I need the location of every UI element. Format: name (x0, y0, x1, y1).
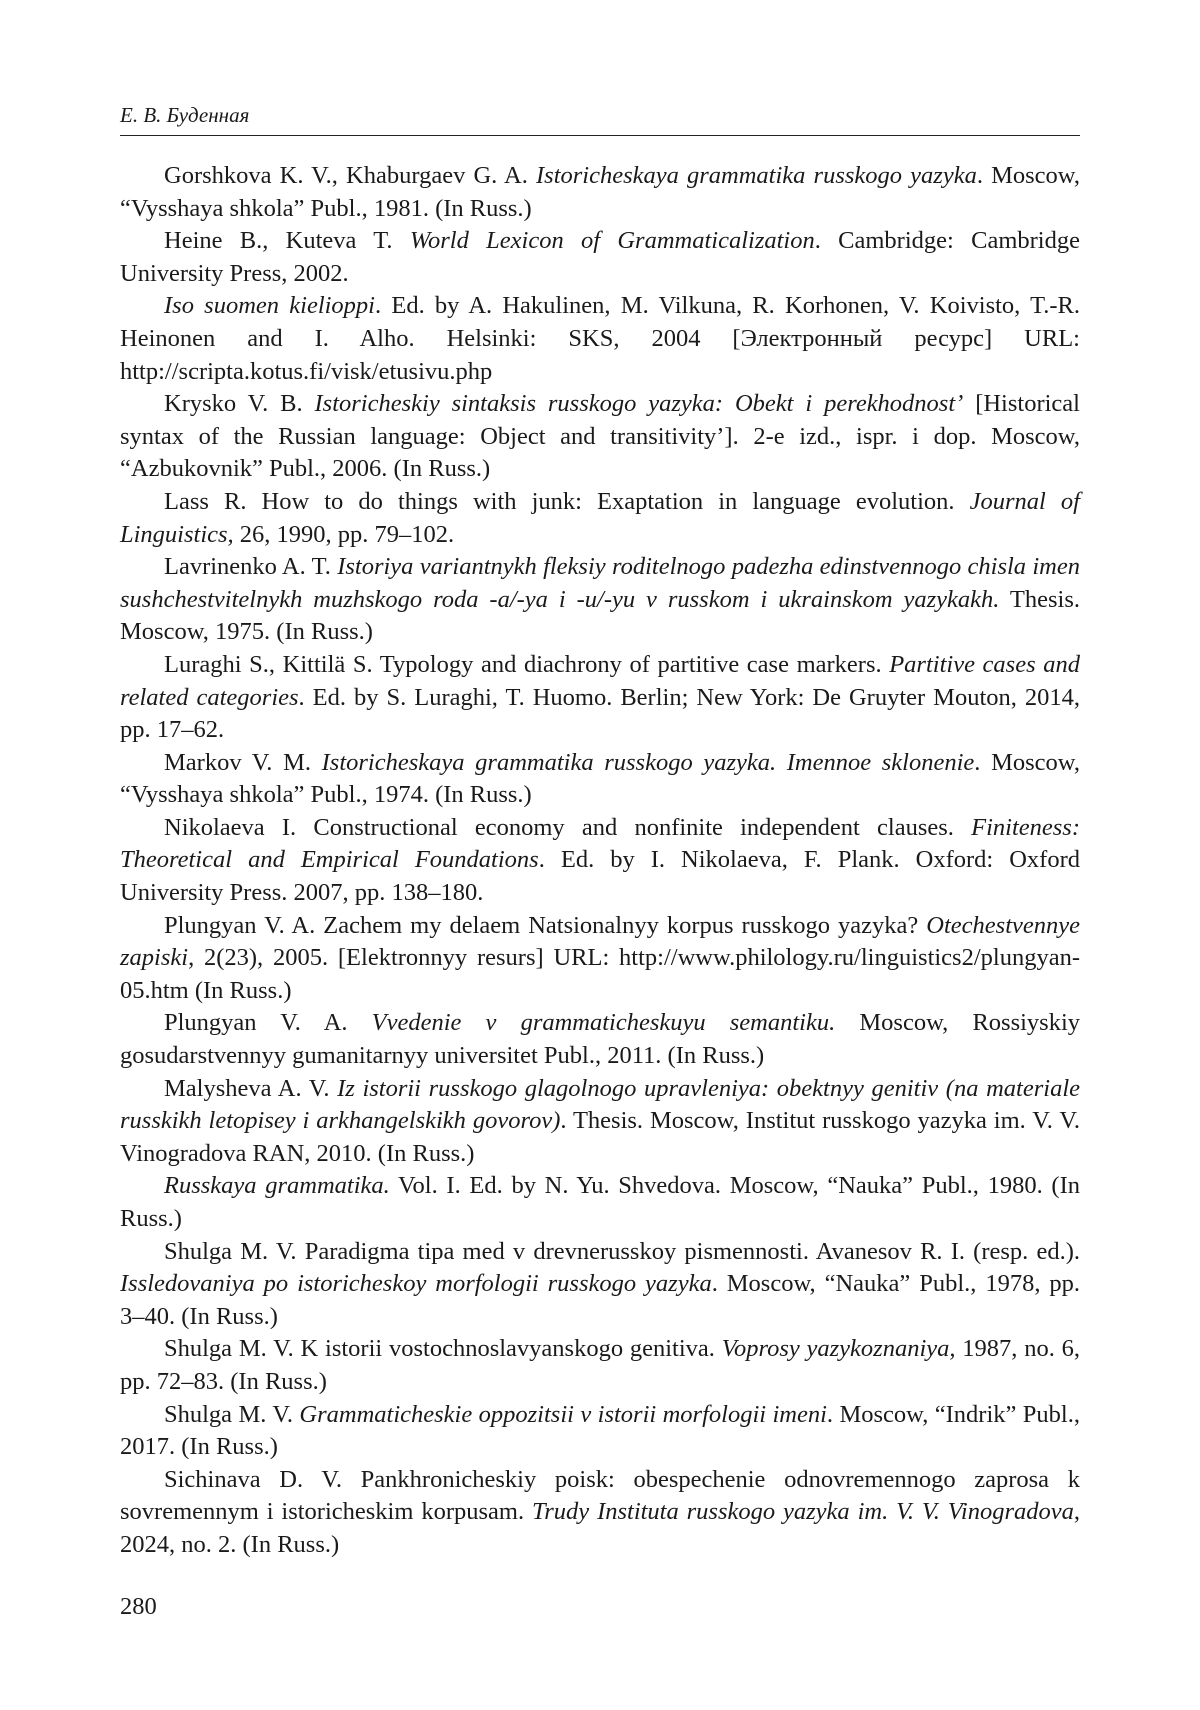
reference-entry (120, 290, 1080, 388)
reference-entry (120, 1073, 1080, 1171)
reference-entry (120, 1007, 1080, 1072)
reference-details: , 2024, no. 2. (In Russ.) (120, 1498, 1081, 1558)
reference-details: . Moscow, “Vysshaya shkola” Publ., 1974. (In Russ.) (120, 748, 1080, 809)
reference-title: Partitive cases and related categories (120, 650, 1080, 711)
reference-details: . Moscow, “Nauka” Publ., 1978, pp. 3–40. (In Russ.) (120, 1270, 1080, 1330)
reference-title: Voprosy yazykoznaniya, (721, 1335, 956, 1363)
reference-title: Russkaya grammatika. (164, 1172, 390, 1200)
reference-entry (120, 388, 1080, 486)
reference-details: . Cambridge: Cambridge University Press, 2002. (120, 227, 1080, 287)
reference-text: Krysko V. B. (164, 390, 315, 418)
reference-details: Thesis. Moscow, 1975. (In Russ.) (120, 585, 1080, 646)
reference-title: Otechestvennye zapiski (120, 911, 1080, 972)
reference-text: Gorshkova K. V., Khaburgaev G. A. (164, 162, 537, 189)
reference-title: Istoriya variantnykh fleksiy roditelnogo padezha edinstvennogo chisla imen sushchestvitelnykh muzhskogo roda -a/-ya i -u/-yu v russkom i ukrainskom yazykakh. (120, 553, 1080, 613)
reference-text: Plungyan V. A. Zachem my delaem Natsionalnyy korpus russkogo yazyka? (164, 911, 927, 939)
reference-title: Iso suomen kielioppi (164, 292, 375, 320)
reference-text: Luraghi S., Kittilä S. Typology and diachrony of partitive case markers. (164, 650, 890, 678)
reference-text: Shulga M. V. K istorii vostochnoslavyanskogo genitiva. (164, 1335, 722, 1363)
reference-title: Iz istorii russkogo glagolnogo upravleniya: obektnyy genitiv (na materiale russkikh letopisey i arkhangelskikh govorov) (120, 1074, 1081, 1135)
reference-entry (120, 910, 1080, 1008)
reference-title: Vvedenie v grammaticheskuyu semantiku. (371, 1009, 836, 1037)
reference-title: Trudy Instituta russkogo yazyka im. V. V. Vinogradova (531, 1498, 1074, 1526)
reference-title: Grammaticheskie oppozitsii v istorii morfologii imeni (299, 1400, 827, 1428)
reference-details: , 2(23), 2005. [Elektronnyy resurs] URL: http://www.philology.ru/linguistics2/plungyan-05.htm (In Russ.) (120, 944, 1080, 1004)
reference-entry (120, 747, 1080, 812)
reference-text: Shulga M. V. (164, 1400, 300, 1428)
reference-details: Vol. I. Ed. by N. Yu. Shvedova. Moscow, “Nauka” Publ., 1980. (In Russ.) (120, 1172, 1080, 1232)
reference-entry (120, 1333, 1080, 1398)
reference-title: Istoricheskaya grammatika russkogo yazyka (536, 162, 977, 189)
reference-details: . Ed. by A. Hakulinen, M. Vilkuna, R. Korhonen, V. Koivisto, T.-R. Heinonen and I. Alho. Helsinki: SKS, 2004 [Электронный ресурс] URL: http://scripta.kotus.fi/visk/etusivu.php (120, 292, 1080, 385)
reference-entry (120, 486, 1080, 551)
page-number: 280 (120, 1593, 157, 1620)
reference-entry (120, 551, 1080, 649)
reference-entry (120, 160, 1080, 225)
reference-title: Journal of Linguistics, (120, 487, 1080, 548)
reference-entry (120, 649, 1080, 747)
reference-title: Istoricheskiy sintaksis russkogo yazyka: Obekt i perekhodnost’ (314, 390, 964, 418)
reference-text: Heine B., Kuteva T. (164, 227, 410, 255)
reference-entry (120, 812, 1080, 910)
reference-entry (120, 1464, 1080, 1562)
reference-text: Lass R. How to do things with junk: Exaptation in language evolution. (164, 487, 970, 515)
reference-title: Issledovaniya po istoricheskoy morfologii russkogo yazyka (120, 1270, 712, 1298)
reference-details: [Historical syntax of the Russian language: Object and transitivity’]. 2-e izd., ispr. i dop. Moscow, “Azbukovnik” Publ., 2006. (In Russ.) (120, 390, 1080, 483)
running-head: Е. В. Буденная (120, 102, 1080, 136)
reference-title: Finiteness: Theoretical and Empirical Foundations (120, 813, 1080, 874)
reference-list (120, 160, 1080, 1562)
reference-text: Sichinava D. V. Pankhronicheskiy poisk: obespechenie odnovremennogo zaprosa k sovremennym i istoricheskim korpusam. (120, 1465, 1080, 1526)
reference-text: Shulga M. V. Paradigma tipa med v drevnerusskoy pismennosti. Avanesov R. I. (resp. ed.). (164, 1237, 1080, 1265)
reference-title: Istoricheskaya grammatika russkogo yazyka. Imennoe sklonenie (321, 748, 975, 776)
reference-details: . Moscow, “Indrik” Publ., 2017. (In Russ.) (120, 1400, 1080, 1461)
reference-entry (120, 1399, 1080, 1464)
reference-text: Plungyan V. A. (164, 1009, 372, 1037)
reference-details: . Moscow, “Vysshaya shkola” Publ., 1981. (In Russ.) (120, 162, 1081, 222)
reference-details: . Ed. by S. Luraghi, T. Huomo. Berlin; New York: De Gruyter Mouton, 2014, pp. 17–62. (120, 683, 1080, 744)
reference-title: World Lexicon of Grammaticalization (409, 227, 815, 255)
reference-details: . Ed. by I. Nikolaeva, F. Plank. Oxford: Oxford University Press. 2007, pp. 138–180. (120, 846, 1080, 907)
reference-text: Malysheva A. V. (164, 1074, 338, 1102)
reference-entry (120, 225, 1080, 290)
reference-text: Nikolaeva I. Constructional economy and nonfinite independent clauses. (164, 813, 972, 841)
reference-details: . Thesis. Moscow, Institut russkogo yazyka im. V. V. Vinogradova RAN, 2010. (In Russ.) (120, 1107, 1080, 1167)
reference-entry (120, 1170, 1080, 1235)
reference-entry (120, 1236, 1080, 1334)
reference-text: Markov V. M. (164, 748, 322, 776)
reference-details: 26, 1990, pp. 79–102. (233, 520, 455, 548)
reference-text: Lavrinenko A. T. (164, 553, 338, 581)
reference-details: Moscow, Rossiyskiy gosudarstvennyy gumanitarnyy universitet Publ., 2011. (In Russ.) (120, 1009, 1080, 1070)
reference-details: 1987, no. 6, pp. 72–83. (In Russ.) (120, 1335, 1080, 1395)
